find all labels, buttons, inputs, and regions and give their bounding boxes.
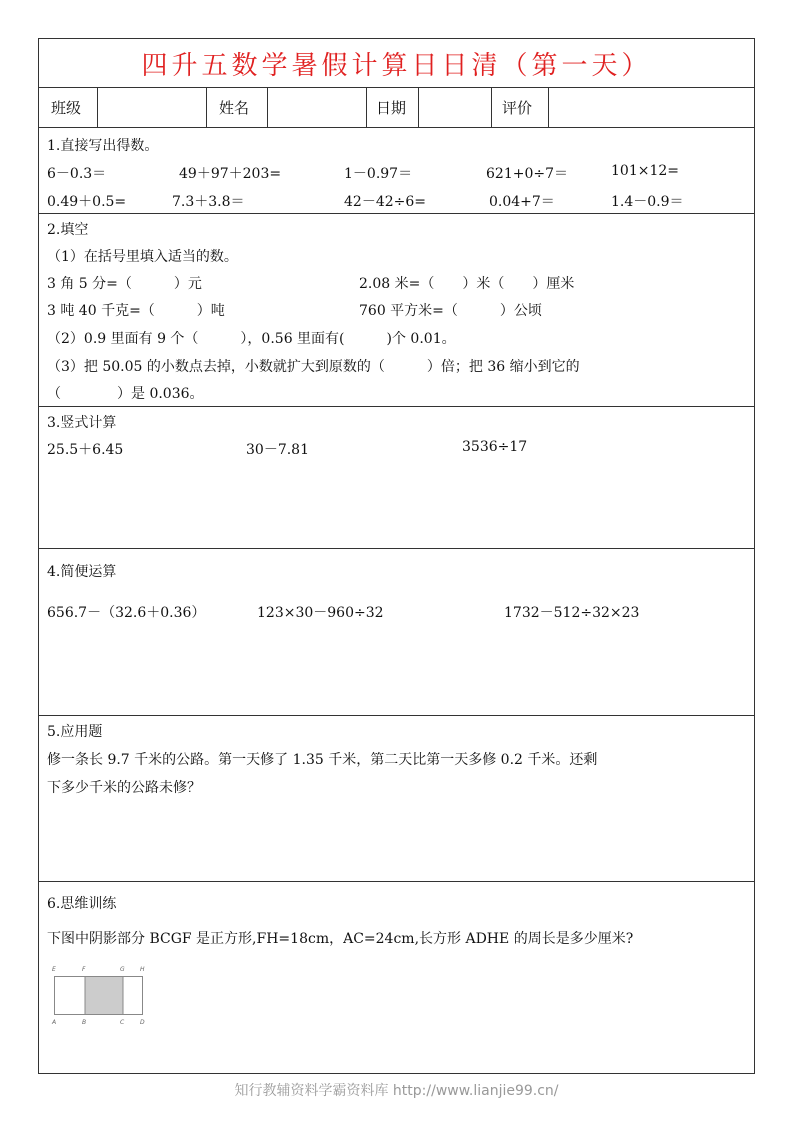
s4-item: 123×30－960÷32 bbox=[257, 605, 384, 621]
shaded-square-bcgf bbox=[85, 977, 123, 1015]
section4-heading: 4.简便运算 bbox=[47, 564, 117, 580]
fig-label: C bbox=[120, 1019, 125, 1026]
s1-item: 7.3＋3.8＝ bbox=[172, 194, 245, 210]
s3-item: 3536÷17 bbox=[462, 439, 528, 455]
section3-heading: 3.竖式计算 bbox=[47, 415, 117, 431]
page-title: 四升五数学暑假计算日日清（第一天） bbox=[141, 51, 652, 81]
s4-item: 1732－512÷32×23 bbox=[504, 605, 640, 621]
s6-line: 下图中阴影部分 BCGF 是正方形,FH=18cm，AC=24cm,长方形 ADHE 的周长是多少厘米? bbox=[47, 931, 634, 947]
s2-line: （3）把 50.05 的小数点去掉，小数就扩大到原数的（ ）倍；把 36 缩小到它的 bbox=[47, 359, 580, 375]
footer-watermark: 知行教辅资料学霸资料库 http://www.lianjie99.cn/ bbox=[234, 1083, 559, 1099]
fig-label: H bbox=[140, 966, 145, 973]
eval-label: 评价 bbox=[502, 99, 533, 117]
s2-line: （ ）是 0.036。 bbox=[47, 386, 204, 402]
fig-label: G bbox=[120, 966, 125, 973]
s2-line: （2）0.9 里面有 9 个（ ），0.56 里面有( )个 0.01。 bbox=[47, 331, 456, 347]
s1-item: 1－0.97＝ bbox=[344, 166, 413, 182]
section2-heading: 2.填空 bbox=[47, 222, 89, 238]
s5-line: 修一条长 9.7 千米的公路。第一天修了 1.35 千米，第二天比第一天多修 0.2 千米。还剩 bbox=[47, 752, 598, 768]
s4-item: 656.7－（32.6＋0.36） bbox=[47, 605, 206, 621]
name-label: 姓名 bbox=[219, 99, 250, 117]
s3-item: 30－7.81 bbox=[246, 442, 309, 458]
s2-line: 2.08 米=（ ）米（ ）厘米 bbox=[359, 276, 575, 292]
section6-heading: 6.思维训练 bbox=[47, 896, 117, 912]
s1-item: 101×12= bbox=[611, 163, 679, 179]
date-label: 日期 bbox=[376, 99, 407, 117]
s1-item: 621+0÷7＝ bbox=[486, 166, 568, 182]
s2-line: （1）在括号里填入适当的数。 bbox=[47, 249, 238, 265]
section1-heading: 1.直接写出得数。 bbox=[47, 138, 159, 154]
fig-label: B bbox=[82, 1019, 87, 1026]
fig-label: D bbox=[140, 1019, 145, 1026]
s3-item: 25.5＋6.45 bbox=[47, 442, 124, 458]
s2-line: 760 平方米=（ ）公顷 bbox=[359, 303, 542, 319]
s2-line: 3 角 5 分=（ ）元 bbox=[47, 276, 202, 292]
section5-heading: 5.应用题 bbox=[47, 724, 103, 740]
fig-label: F bbox=[82, 966, 86, 973]
divider bbox=[39, 87, 754, 88]
s5-line: 下多少千米的公路未修？ bbox=[47, 780, 201, 796]
s1-item: 49＋97＋203= bbox=[179, 166, 282, 182]
s1-item: 42－42÷6= bbox=[344, 194, 426, 210]
rectangle-figure bbox=[49, 961, 159, 1031]
s1-item: 6－0.3＝ bbox=[47, 166, 107, 182]
fig-label: A bbox=[52, 1019, 57, 1026]
class-label: 班级 bbox=[51, 99, 82, 117]
s1-item: 0.49＋0.5= bbox=[47, 194, 127, 210]
fig-label: E bbox=[52, 966, 56, 973]
s2-line: 3 吨 40 千克=（ ）吨 bbox=[47, 303, 225, 319]
s1-item: 0.04+7＝ bbox=[489, 194, 555, 210]
s1-item: 1.4－0.9＝ bbox=[611, 194, 684, 210]
worksheet-frame bbox=[38, 38, 755, 1074]
